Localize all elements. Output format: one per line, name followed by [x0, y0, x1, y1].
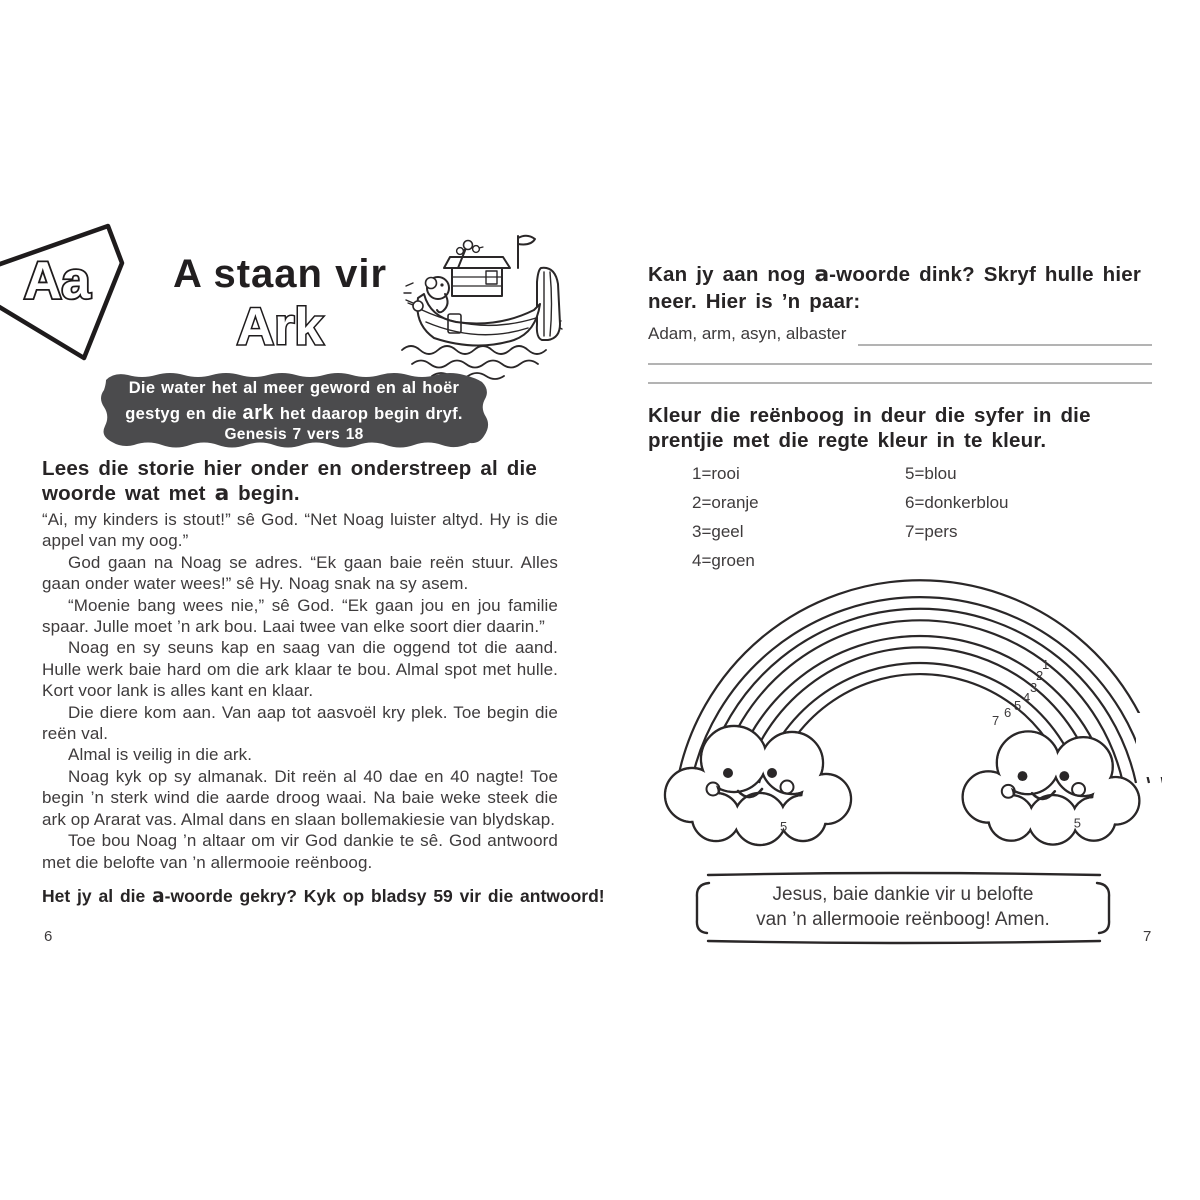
story-paragraph: Almal is veilig in die ark. — [68, 745, 253, 765]
bow-bird — [413, 301, 423, 311]
cloud-left — [665, 726, 851, 845]
color-key-item: 1=rooi — [692, 464, 740, 483]
verse-line-2-prefix: gestyg en die — [125, 405, 243, 423]
story-paragraph: “Ai, my kinders is stout!” sê God. “Net Noag luister altyd. Hy is die appel van my oog.” — [42, 510, 558, 551]
ark-hull — [417, 294, 540, 346]
question-suffix: -woorde gekry? Kyk op bladsy 59 vir die antwoord! — [164, 886, 605, 906]
prayer-frame-top — [708, 873, 1100, 875]
story-paragraph: Die diere kom aan. Van aap tot aasvoël kry plek. Toe begin die reën val. — [42, 702, 558, 744]
prompt-prefix: Kan jy aan nog — [648, 263, 815, 286]
color-key-item: 3=geel — [692, 522, 744, 541]
motion-marks-left — [404, 283, 413, 303]
instruction-suffix: begin. — [229, 482, 300, 505]
write-line-1[interactable] — [858, 344, 1152, 346]
verse-line-1: Die water het al meer geword en al hoër — [128, 379, 460, 397]
elephant-eye — [440, 283, 443, 286]
cloud-left-eye-r — [767, 768, 777, 778]
prompt-suffix: -woorde dink? Skryf hulle hier neer. Hier is ’n paar: — [648, 263, 1142, 313]
ark-roof — [444, 257, 510, 268]
band-number-1: 1 — [1042, 657, 1050, 672]
story-paragraph: Toe bou Noag ’n altaar om vir God dankie te sê. God antwoord met die belofte van ’n allermooie reënboog. — [42, 831, 558, 872]
write-line-3[interactable] — [648, 382, 1152, 384]
page-number-left: 6 — [44, 928, 53, 945]
cloud-left-color-number: 5 — [780, 819, 788, 834]
a-words-prompt-heading — [648, 262, 1160, 314]
prayer-line-1: Jesus, baie dankie vir u belofte — [772, 884, 1034, 905]
instruction-prefix: Lees die storie hier onder en onderstreep al die woorde wat met — [42, 457, 537, 505]
story-paragraph: Noag kyk op sy almanak. Dit reën al 40 dae en 40 nagte! Toe begin ’n sterk wind die aarde droog waai. Na baie weke steek die ark op Ararat vas. Almal dans en slaan bollemakiesie van blydskap. — [42, 766, 558, 829]
badge-letters: Aa — [24, 252, 91, 310]
giraffe-head — [464, 241, 473, 250]
band-number-4: 4 — [1023, 690, 1031, 705]
ark-flag — [518, 236, 535, 245]
story-paragraph: God gaan na Noag se adres. “Ek gaan baie reën stuur. Alles gaan onder water wees!” sê Hy. Noag snak na sy asem. — [42, 552, 558, 594]
question-prefix: Het jy al die — [42, 886, 153, 906]
story-text — [42, 509, 558, 873]
question-letter-a: a — [152, 886, 165, 907]
ark-cabin — [452, 268, 502, 296]
noahs-ark-illustration — [398, 230, 566, 380]
cloud-left-eye-l — [723, 768, 733, 778]
color-key-item: 7=pers — [905, 522, 958, 541]
color-key-item: 6=donkerblou — [905, 493, 1009, 512]
water-wave-1 — [402, 346, 546, 354]
color-key-item: 2=oranje — [692, 493, 759, 512]
band-number-3: 3 — [1030, 680, 1038, 695]
prompt-letter-a: a — [814, 262, 830, 287]
story-paragraph: Noag en sy seuns kap en saag van die oggend tot die aand. Hulle werk baie hard om die ark klaar te bou. Almal spot met hulle. Kort voor lank is alles kant en klaar. — [42, 638, 558, 701]
story-instruction-heading — [42, 456, 560, 508]
band-number-5: 5 — [1014, 698, 1022, 713]
rainbow-coloring-instruction: Kleur die reënboog in deur die syfer in die prentjie met die regte kleur in te kleur. — [648, 404, 1091, 452]
verse-reference: Genesis 7 vers 18 — [224, 426, 364, 443]
verse-banner — [92, 366, 496, 454]
answer-check-question — [42, 886, 605, 907]
color-key-item: 5=blou — [905, 464, 957, 483]
band-number-6: 6 — [1004, 705, 1012, 720]
page-title-line2-outline — [145, 294, 415, 358]
page-number-right: 7 — [1143, 928, 1152, 945]
prayer-line-2: van ’n allermooie reënboog! Amen. — [756, 909, 1050, 930]
prayer-box — [688, 868, 1118, 948]
verse-line-2 — [92, 402, 496, 425]
band-number-2: 2 — [1036, 668, 1044, 683]
prayer-frame-bottom — [708, 941, 1100, 943]
verse-line-2-suffix: het daarop begin dryf. — [274, 405, 463, 423]
bird-2 — [473, 246, 480, 253]
write-line-2[interactable] — [648, 363, 1152, 365]
instruction-letter-a: a — [214, 481, 230, 506]
letter-aa-badge — [0, 205, 150, 365]
color-key-item: 4=groen — [692, 551, 755, 570]
bird-1 — [457, 248, 464, 255]
elephant-ear — [426, 278, 437, 289]
cloud-right-color-number: 5 — [1073, 815, 1082, 831]
cloud-right-eye-r — [1059, 771, 1069, 781]
rainbow-coloring-illustration — [650, 575, 1162, 875]
example-a-words: Adam, arm, asyn, albaster — [648, 324, 847, 343]
band-number-7: 7 — [992, 713, 1000, 728]
story-paragraph: “Moenie bang wees nie,” sê God. “Ek gaan jou en jou familie spaar. Julle moet ’n ark bou. Laai twee van elke soort dier daarin.” — [42, 595, 558, 637]
cloud-right-eye-l — [1018, 771, 1028, 781]
arc-trim-mask — [1136, 713, 1162, 777]
page-title-line1: A staan vir — [172, 252, 388, 296]
verse-ark-highlight: ark — [242, 402, 274, 424]
title-ark-text: Ark — [236, 298, 324, 356]
